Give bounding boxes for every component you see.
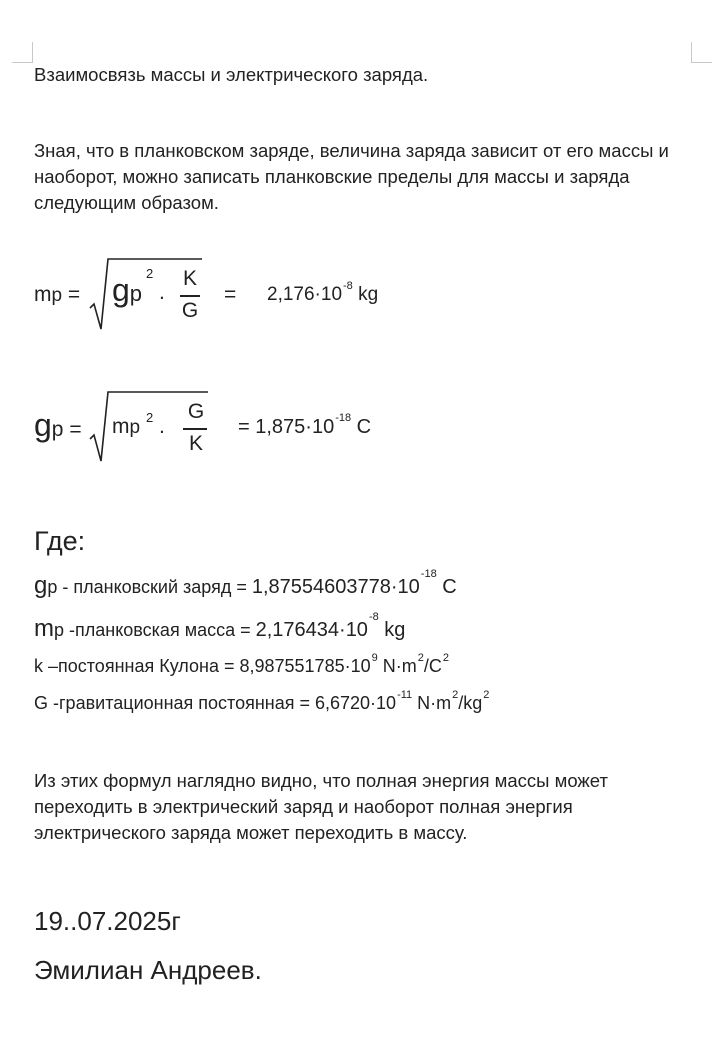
page-corner-marker-right — [691, 42, 712, 63]
formula1-dot: . — [159, 281, 165, 304]
formula1-result: $2,176\cdot 10^{-8}$ kg — [267, 280, 379, 305]
where-heading: Где: — [34, 526, 86, 556]
formula2-fraction-bar — [183, 428, 207, 430]
formula2-numerator: G — [187, 400, 205, 423]
intro-paragraph: Зная, что в планковском заряде, величина заряда зависит от его массы и наоборот, можно записать планковские пределы для массы и заряда следующим образом. — [34, 140, 669, 213]
formula1-result-equals: = — [224, 283, 237, 306]
formula2-lhs: gp = — [34, 407, 82, 443]
conclusion-paragraph: Из этих формул наглядно видно, что полная энергия массы может переходить в электрический заряд и наоборот полная энергия электрического заряда может переходить в массу. — [34, 770, 608, 843]
formula2-radicand-base: mp — [112, 415, 141, 438]
document-date: 19..07.2025г — [34, 906, 181, 936]
formula2-radicand-exponent: 2 — [146, 410, 154, 425]
definition-coulomb-constant: k –постоянная Кулона = $8,987551785\cdot 10^9$ $N\cdot m^2/C^2$ — [34, 652, 449, 676]
formula1-radicand-base: gp — [112, 272, 143, 308]
formula2-result: = $1,875\cdot 10^{-18}$ C — [238, 412, 372, 438]
formula2-denominator: K — [188, 432, 203, 455]
formula1-denominator: G — [181, 299, 199, 322]
definition-planck-charge: gp - планковский заряд = $1,87554603778\cdot 10^{-18}$ C — [34, 568, 457, 599]
document-title: Взаимосвязь массы и электрического заряда. — [34, 64, 429, 85]
formula1-lhs: mp = — [34, 283, 81, 306]
definition-planck-mass: mp -планковская масса = $2,176434\cdot 10^{-8}$ kg — [34, 611, 406, 642]
page-corner-marker-left — [12, 42, 33, 63]
formula1-fraction-bar — [180, 295, 200, 297]
formula1-numerator: K — [182, 267, 197, 290]
definition-gravitational-constant: G -гравитационная постоянная = $6,6720\cdot 10^{-11}$ $N\cdot m^2/kg^2$ — [34, 689, 490, 713]
formula2-dot: . — [159, 415, 165, 438]
formula1-radicand-exponent: 2 — [146, 266, 154, 281]
document-author: Эмилиан Андреев. — [34, 955, 262, 985]
